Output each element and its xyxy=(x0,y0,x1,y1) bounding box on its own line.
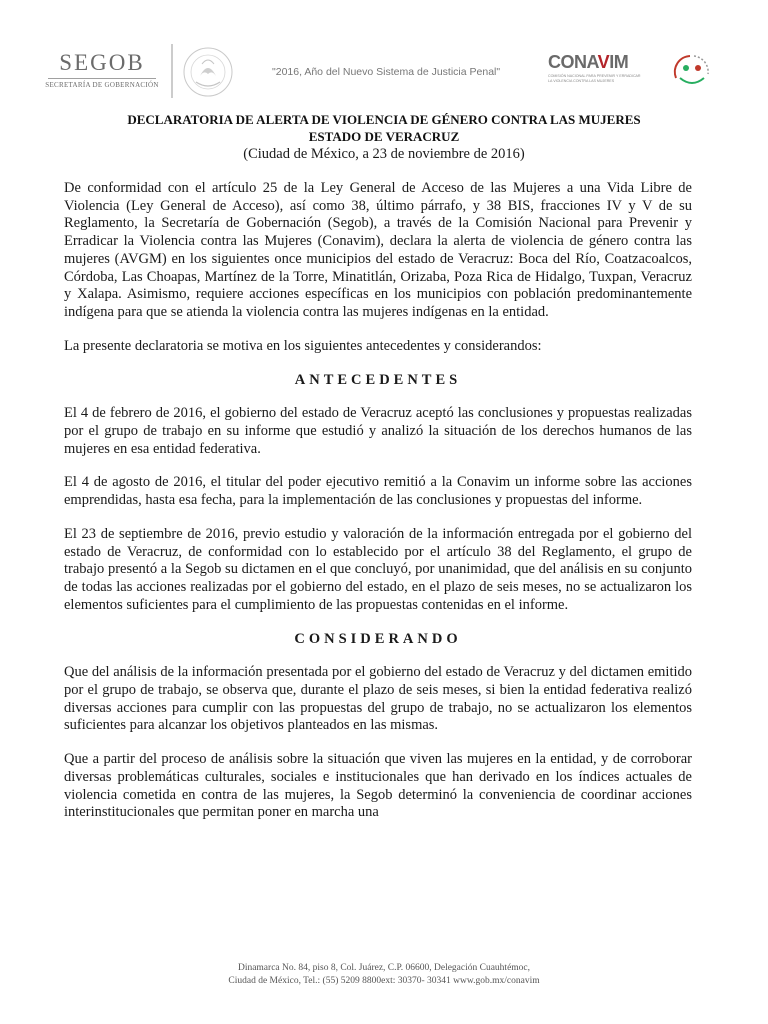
conavim-logo-subtitle: LA VIOLENCIA CONTRA LAS MUJERES xyxy=(548,79,615,84)
heading-antecedentes: ANTECEDENTES xyxy=(294,372,462,389)
paragraph-considerando-2: Que a partir del proceso de análisis sobre la situación que viven las mujeres en la entidad, y de corroborar diversas problemáticas culturales, sociales e institucionales que han derivado en los índices actuales de violencia cometida en contra de las mujeres, la Segob determinó la conveniencia de coordinar acciones interinstitucionales que permitan poner en marcha una xyxy=(64,751,692,821)
segob-logo-subtitle: SECRETARÍA DE GOBERNACIÓN xyxy=(45,81,159,89)
paragraph-antecedente-2: El 4 de agosto de 2016, el titular del poder ejecutivo remitió a la Conavim un informe sobre las acciones emprendidas, hasta esa fecha, para la implementación de las conclusiones y propuestas del informe. xyxy=(64,474,692,509)
paragraph-antecedente-1: El 4 de febrero de 2016, el gobierno del estado de Veracruz aceptó las conclusiones y propuestas realizadas por el grupo de trabajo en su informe que estudió y analizó la situación de los derechos humanos de las mujeres en esa entidad federativa. xyxy=(64,405,692,457)
segob-logo-text: SEGOB xyxy=(59,50,145,75)
paragraph-motive: La presente declaratoria se motiva en los siguientes antecedentes y considerandos: xyxy=(64,337,542,354)
conavim-logo xyxy=(548,52,648,84)
paragraph-antecedente-3: El 23 de septiembre de 2016, previo estudio y valoración de la información entregada por el gobierno del estado de Veracruz, de conformidad con lo establecido por el artículo 38 del Reglamento, el grupo de trabajo presentó a la Segob su dictamen en el que concluyó, por unanimidad, que del análisis en su conjunto de todas las acciones realizadas por el gobierno del estado, en el plazo de seis meses, no se actualizaron los elementos suficientes para el cumplimiento de las propuestas contenidas en el informe. xyxy=(64,525,692,613)
document-body xyxy=(64,180,692,838)
document-title xyxy=(60,111,708,145)
footer-address: Dinamarca No. 84, piso 8, Col. Juárez, C.P. 06600, Delegación Cuauhtémoc, xyxy=(237,963,531,973)
conavim-logo-text xyxy=(548,52,648,73)
conavim-logo-subtitle: COMISIÓN NACIONAL PARA PREVENIR Y ERRADICAR xyxy=(548,74,641,78)
segob-logo xyxy=(44,50,160,89)
conavim-logo-part: IM xyxy=(609,52,629,72)
paragraph-considerando-1: Que del análisis de la información presentada por el gobierno del estado de Veracruz y del dictamen emitido por el grupo de trabajo, se observa que, durante el plazo de seis meses, si bien la entidad federativa realizó diversas acciones para cumplir con las propuestas del grupo de trabajo, no se actualizaron los elementos suficientes para alcanzar los objetivos planteados en las mismas. xyxy=(64,664,692,734)
footer-contact: Ciudad de México, Tel.: (55) 5209 8800ext: 30370- 30341 www.gob.mx/conavim xyxy=(228,976,540,986)
igualdad-laboral-icon xyxy=(670,48,714,92)
document-date: (Ciudad de México, a 23 de noviembre de 2016) xyxy=(243,146,525,162)
document-title-line-2: ESTADO DE VERACRUZ xyxy=(308,129,460,144)
document-title-line-1: DECLARATORIA DE ALERTA DE VIOLENCIA DE GÉNERO CONTRA LAS MUJERES xyxy=(127,112,641,127)
slogan-text: "2016, Año del Nuevo Sistema de Justicia Penal" xyxy=(272,66,501,78)
conavim-logo-v: V xyxy=(597,52,610,72)
heading-considerando: CONSIDERANDO xyxy=(294,631,462,648)
page-footer xyxy=(64,962,704,988)
paragraph-intro: De conformidad con el artículo 25 de la Ley General de Acceso de las Mujeres a una Vida Libre de Violencia (Ley General de Acceso), así como 38, último párrafo, y 38 BIS, fracciones IV y V de su Reglamento, la Secretaría de Gobernación (Segob), a través de la Comisión Nacional para Prevenir y Erradicar la Violencia contra las Mujeres (Conavim), declara la alerta de violencia de género contra las mujeres (AVGM) en los siguientes once municipios del estado de Veracruz: Boca del Río, Coatzacoalcos, Córdoba, Las Choapas, Martínez de la Torre, Minatitlán, Orizaba, Poza Rica de Hidalgo, Tuxpan, Veracruz y Xalapa. Asimismo, requiere acciones específicas en los municipios con población predominantemente indígena para que se atienda la violencia contra las mujeres indígenas en la entidad. xyxy=(64,180,692,320)
segob-logo-rule xyxy=(48,78,156,79)
letterhead xyxy=(0,0,768,110)
conavim-logo-part: CONA xyxy=(548,52,598,72)
mexico-coat-of-arms-icon xyxy=(170,40,248,100)
